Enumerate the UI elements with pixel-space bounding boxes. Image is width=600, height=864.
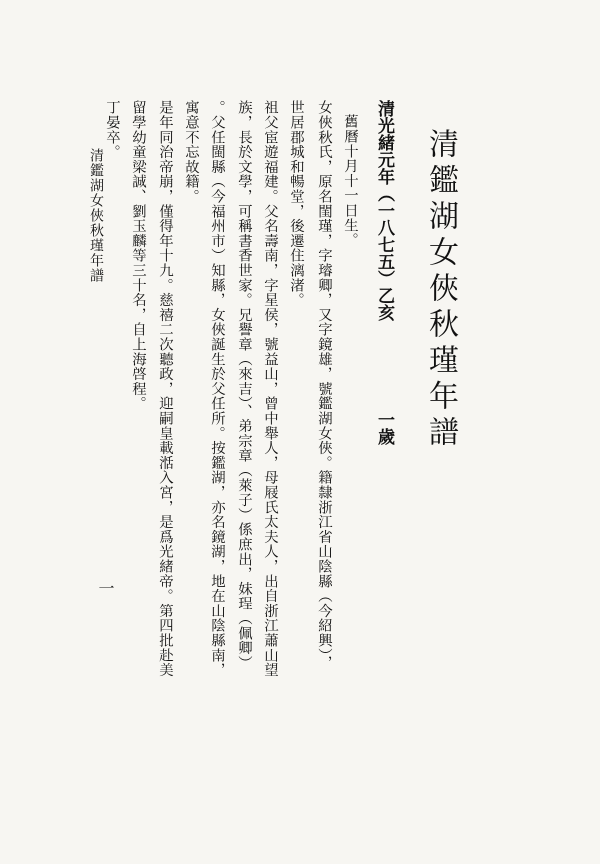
paragraph-family-1: 祖父宦遊福建。父名壽南，字星侯，號益山，曾中舉人，母屐氏太夫人，出自浙江蕭山望 [262,100,278,678]
paragraph-family-2: 族，長於文學，可稱書香世家。兄譽章（來吉）、弟宗章（萊子）係庶出，妹珵（佩卿） [236,100,252,670]
book-title: 清鑑湖女俠秋瑾年譜 [423,128,458,452]
paragraph-family-3: 。父任閩縣（今福州市）知縣，女俠誕生於父任所。按鑑湖，亦名鏡湖，地在山陰縣南， [209,100,225,678]
paragraph-events-3: 丁晏卒。 [104,100,120,160]
running-head: 清鑑湖女俠秋瑾年譜 [88,148,104,283]
age-label: 一歲 [374,411,394,445]
paragraph-events-1: 是年同治帝崩，僅得年十九。慈禧二次聽政，迎嗣皇載湉入宮，是爲光緒帝。第四批赴美 [157,100,173,678]
paragraph-family-4: 寓意不忘故籍。 [183,100,199,204]
paragraph-name: 女俠秋氏，原名閨瑾，字璿卿，又字鏡雄，號鑑湖女俠。籍隸浙江省山陰縣（今紹興）， [316,100,332,670]
paragraph-birth: 舊曆十月十一日生。 [342,114,358,248]
year-label: 清光緒元年（一八七五）乙亥 [374,100,394,321]
page-number: 一 [96,580,115,596]
paragraph-events-2: 留學幼童梁誠、劉玉麟等三十名，自上海啓程。 [130,100,146,411]
year-heading [372,100,397,445]
paragraph-residence: 世居郡城和暢堂，後遷住漓渚。 [288,100,304,308]
